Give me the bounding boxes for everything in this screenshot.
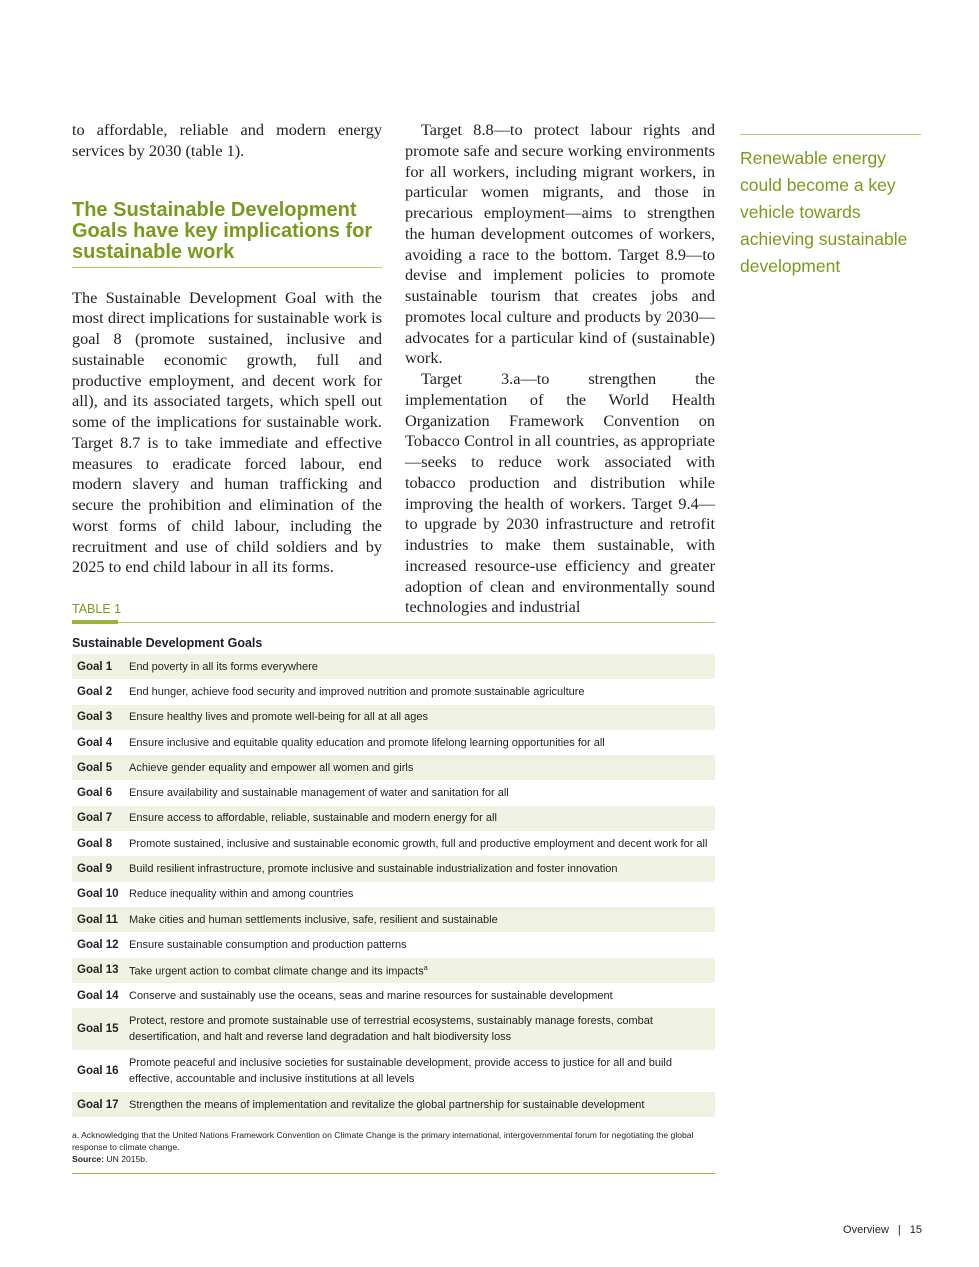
goal-description — [124, 958, 715, 983]
table-row — [72, 983, 715, 1008]
body-paragraph: The Sustainable Development Goal with the most direct implications for sustainable work is goal 8 (promote sustained, inclusive and sustainable economic growth, full and productive employment, and decent work for all), and its associated targets, which spell out some of the implications for sustainable work. Target 8.7 is to take immediate and effective measures to eradicate forced labour, end modern slavery and human trafficking and secure the prohibition and elimination of the worst forms of child labour, including the recruitment and use of child soldiers and by 2025 to end child labour in all its forms. — [72, 287, 382, 577]
table-row — [72, 654, 715, 679]
goal-description — [124, 856, 715, 881]
goal-text: Ensure inclusive and equitable quality education and promote lifelong learning opportunities for all — [129, 736, 605, 749]
body-paragraph: Target 3.a—to strengthen the implementation of the World Health Organization Framework Convention on Tobacco Control in all countries, as appropriate—seeks to reduce work associated with tobacco production and distribution while improving the health of workers. Target 9.4—to upgrade by 2030 infrastructure and retrofit industries to make them sustainable, with increased resource-use efficiency and greater adoption of clean and environmentally sound technologies and industrial — [405, 369, 715, 617]
goal-text: Ensure healthy lives and promote well-being for all at all ages — [129, 711, 428, 724]
table-row — [72, 1092, 715, 1117]
goal-number: Goal 6 — [77, 787, 113, 800]
goal-description — [124, 730, 715, 755]
goal-number: Goal 3 — [77, 711, 113, 724]
table-source — [72, 1153, 715, 1165]
goal-number: Goal 4 — [77, 736, 113, 749]
goal-number: Goal 11 — [77, 913, 118, 926]
goal-number: Goal 13 — [77, 964, 119, 977]
goal-number: Goal 7 — [77, 812, 113, 825]
goal-description — [124, 882, 715, 907]
table-row — [72, 705, 715, 730]
goal-text: End poverty in all its forms everywhere — [129, 660, 318, 673]
source-label: Source: — [72, 1154, 104, 1165]
section-heading: The Sustainable Development Goals have key implications for sustainable work — [72, 200, 382, 268]
left-column — [72, 120, 382, 578]
table-row — [72, 1008, 715, 1050]
goal-description — [124, 1008, 715, 1050]
goal-text: Reduce inequality within and among countries — [129, 888, 354, 901]
table-row — [72, 679, 715, 704]
table-row — [72, 780, 715, 805]
table-top-rule — [72, 622, 715, 623]
page-number: 15 — [909, 1224, 922, 1236]
goal-number: Goal 5 — [77, 761, 113, 774]
table-row — [72, 932, 715, 957]
pull-quote: Renewable energy could become a key vehicle towards achieving sustainable development — [740, 134, 921, 280]
goal-text: Ensure availability and sustainable management of water and sanitation for all — [129, 787, 509, 800]
body-paragraph: Target 8.8—to protect labour rights and promote safe and secure working environments for all workers, including migrant workers, in particular women migrants, and those in precarious employment—aims to strengthen the human development outcomes of workers, avoiding a race to the bottom. Target 8.9—to devise and implement policies to promote sustainable tourism that creates jobs and promotes local culture and products by 2030—advocates for a particular kind of (sustainable) work. — [405, 120, 715, 368]
table-block — [72, 599, 715, 1174]
table-notes — [72, 1117, 715, 1174]
goal-text: Take urgent action to combat climate change and its impacts — [129, 965, 424, 978]
goal-number: Goal 12 — [77, 938, 119, 951]
goals-table — [72, 654, 715, 1117]
source-text: UN 2015b. — [106, 1154, 148, 1165]
goal-text: End hunger, achieve food security and improved nutrition and promote sustainable agriculture — [129, 685, 585, 698]
table-row — [72, 806, 715, 831]
goal-text: Ensure sustainable consumption and production patterns — [129, 938, 407, 951]
table-row — [72, 856, 715, 881]
goal-description — [124, 806, 715, 831]
goal-description — [124, 983, 715, 1008]
table-row — [72, 831, 715, 856]
goal-text: Conserve and sustainably use the oceans, seas and marine resources for sustainable development — [129, 989, 613, 1002]
goal-number: Goal 15 — [77, 1023, 119, 1036]
goal-description — [124, 654, 715, 679]
table-row — [72, 907, 715, 932]
goal-text: Achieve gender equality and empower all women and girls — [129, 761, 414, 774]
goal-description — [124, 679, 715, 704]
goal-text: Promote peaceful and inclusive societies for sustainable development, provide access to justice for all and build effective, accountable and inclusive institutions at all levels — [129, 1057, 672, 1086]
table-title: Sustainable Development Goals — [72, 636, 263, 650]
page-footer — [843, 1224, 922, 1236]
table-row — [72, 1050, 715, 1092]
footnote-marker: a — [423, 964, 428, 972]
goal-description — [124, 1050, 715, 1092]
table-row — [72, 730, 715, 755]
goal-number: Goal 10 — [77, 888, 119, 901]
table-label: TABLE 1 — [72, 602, 122, 616]
goal-number: Goal 17 — [77, 1098, 119, 1111]
goal-description — [124, 705, 715, 730]
goal-description — [124, 780, 715, 805]
goal-text: Make cities and human settlements inclusive, safe, resilient and sustainable — [129, 913, 498, 926]
table-footnote: a. Acknowledging that the United Nations Framework Convention on Climate Change is the primary international, intergovernmental forum for negotiating the global response to climate change. — [72, 1130, 694, 1153]
goal-description — [124, 932, 715, 957]
intro-text: to affordable, reliable and modern energy services by 2030 (table 1). — [72, 120, 382, 160]
goal-text: Ensure access to affordable, reliable, sustainable and modern energy for all — [129, 812, 497, 825]
goal-text: Build resilient infrastructure, promote inclusive and sustainable industrialization and foster innovation — [129, 863, 618, 876]
goal-text: Protect, restore and promote sustainable use of terrestrial ecosystems, sustainably manage forests, combat desertification, and halt and reverse land degradation and halt biodiversity loss — [129, 1015, 653, 1044]
table-row — [72, 958, 715, 983]
goal-number: Goal 16 — [77, 1065, 119, 1078]
goal-text: Promote sustained, inclusive and sustainable economic growth, full and productive employment and decent work for all — [129, 837, 708, 850]
middle-column — [405, 120, 715, 618]
goal-description — [124, 831, 715, 856]
footer-section: Overview — [843, 1224, 889, 1236]
goal-description — [124, 907, 715, 932]
goal-description — [124, 1092, 715, 1117]
goal-number: Goal 1 — [77, 660, 113, 673]
goal-number: Goal 9 — [77, 863, 113, 876]
goal-number: Goal 14 — [77, 989, 119, 1002]
footer-separator: | — [897, 1224, 901, 1236]
goal-text: Strengthen the means of implementation and revitalize the global partnership for sustainable development — [129, 1098, 645, 1111]
table-row — [72, 882, 715, 907]
goal-description — [124, 755, 715, 780]
goal-number: Goal 8 — [77, 837, 113, 850]
table-row — [72, 755, 715, 780]
goal-number: Goal 2 — [77, 685, 113, 698]
